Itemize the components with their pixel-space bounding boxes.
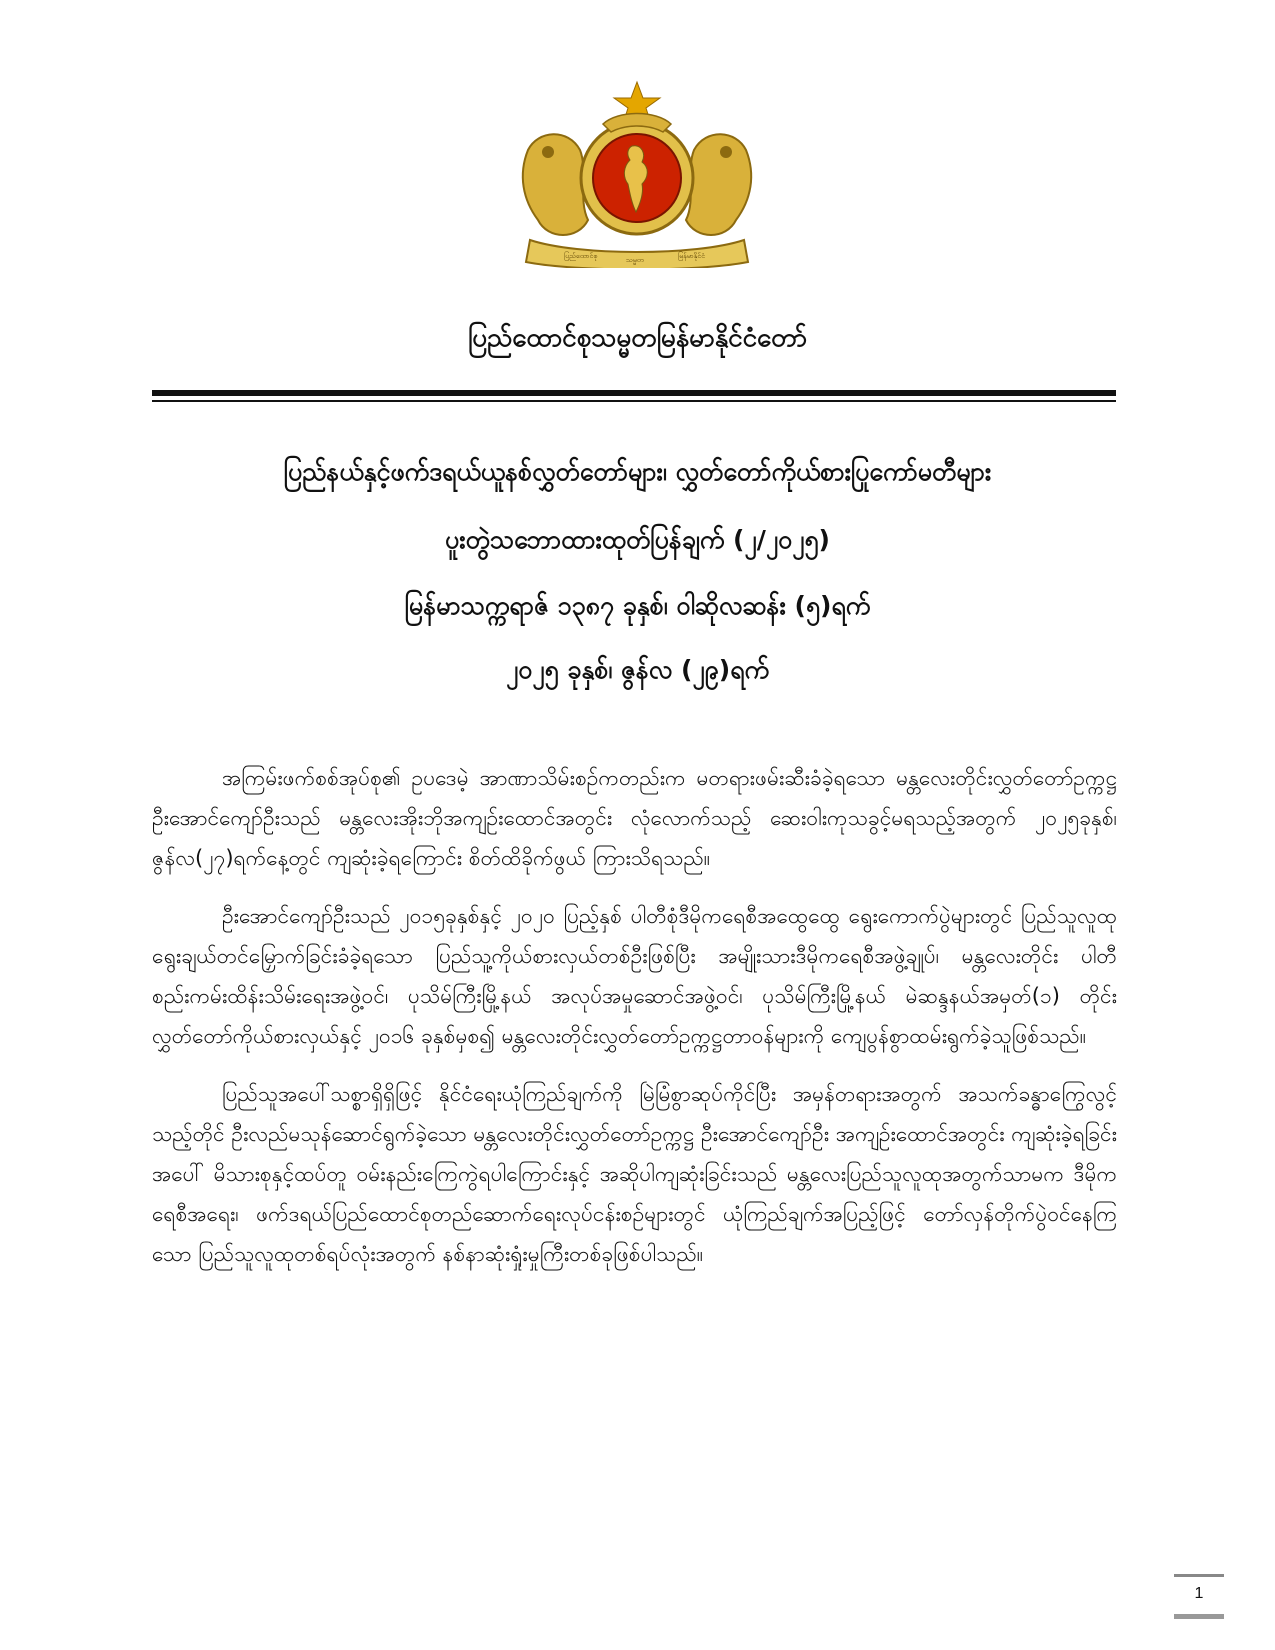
statement-date-gregorian: ၂၀၂၅ ခုနှစ်၊ ဇွန်လ (၂၉)ရက် xyxy=(505,655,770,684)
header-divider-thin xyxy=(152,400,1116,402)
svg-text:မြန်မာနိုင်ငံ: မြန်မာနိုင်ငံ xyxy=(678,252,706,260)
body-paragraph: အကြမ်းဖက်စစ်အုပ်စု၏ ဥပဒေမဲ့ အာဏာသိမ်းစဉ်ကတည်းက မတရားဖမ်းဆီးခံခဲ့ရသော မန္တလေးတိုင်းလွှတ်တော်ဥက္ကဋ္ဌ ဦးအောင်ကျော်ဦးသည် မန္တလေးအိုးဘိုအကျဉ်းထောင်အတွင်း လုံလောက်သည့် ဆေးဝါးကုသခွင့်မရသည့်အတွက် ၂၀၂၅ခုနှစ်၊ ဇွန်လ(၂၇)ရက်နေ့တွင် ကျဆုံးခဲ့ရကြောင်း စိတ်ထိခိုက်ဖွယ် ကြားသိရသည်။ xyxy=(152,766,1117,870)
body-paragraph: ပြည်သူအပေါ်သစ္စာရှိရှိဖြင့် နိုင်ငံရေးယုံကြည်ချက်ကို မြဲမြံစွာဆုပ်ကိုင်ပြီး အမှန်တရားအတွက် အသက်ခန္ဓာကြွေလွင့်သည့်တိုင် ဦးလည်မသုန်ဆောင်ရွက်ခဲ့သော မန္တလေးတိုင်းလွှတ်တော်ဥက္ကဋ္ဌ ဦးအောင်ကျော်ဦး အကျဉ်းထောင်အတွင်း ကျဆုံးခဲ့ရခြင်းအပေါ် မိသားစုနှင့်ထပ်တူ ဝမ်းနည်းကြေကွဲရပါကြောင်းနှင့် အဆိုပါကျဆုံးခြင်းသည် မန္တလေးပြည်သူလူထုအတွက်သာမက ဒီမိုကရေစီအရေး၊ ဖက်ဒရယ်ပြည်ထောင်စုတည်ဆောက်ရေးလုပ်ငန်းစဉ်များတွင် ယုံကြည်ချက်အပြည့်ဖြင့် တော်လှန်တိုက်ပွဲဝင်နေကြသော ပြည်သူလူထုတစ်ရပ်လုံးအတွက် နစ်နာဆုံးရှုံးမှုကြီးတစ်ခုဖြစ်ပါသည်။ xyxy=(152,1082,1117,1266)
statement-body xyxy=(152,758,1117,1292)
page-number-rule xyxy=(1174,1614,1224,1619)
state-emblem-icon xyxy=(518,80,756,268)
statement-date-myanmar: မြန်မာသက္ကရာဇ် ၁၃၈၇ ခုနှစ်၊ ဝါဆိုလဆန်း (၅)ရက် xyxy=(404,591,871,620)
header-divider-thick xyxy=(152,390,1116,396)
statement-title-line1: ပြည်နယ်နှင့်ဖက်ဒရယ်ယူနစ်လွှတ်တော်များ၊ လွှတ်တော်ကိုယ်စားပြုကော်မတီများ xyxy=(283,457,992,486)
country-name: ပြည်ထောင်စုသမ္မတမြန်မာနိုင်ငံတော် xyxy=(467,323,808,353)
page-number: 1 xyxy=(1194,1585,1204,1602)
svg-text:သမ္မတ: သမ္မတ xyxy=(626,256,644,264)
statement-title-line2: ပူးတွဲသဘောထားထုတ်ပြန်ချက် (၂/၂၀၂၅) xyxy=(445,525,830,554)
svg-text:ပြည်ထောင်စု: ပြည်ထောင်စု xyxy=(564,252,598,260)
body-paragraph: ဦးအောင်ကျော်ဦးသည် ၂၀၁၅ခုနှစ်နှင့် ၂၀၂၀ ပြည့်နှစ် ပါတီစုံဒီမိုကရေစီအထွေထွေ ရွေးကောက်ပွဲများတွင် ပြည်သူလူထု ရွေးချယ်တင်မြှောက်ခြင်းခံခဲ့ရသော ပြည်သူ့ကိုယ်စားလှယ်တစ်ဦးဖြစ်ပြီး အမျိုးသားဒီမိုကရေစီအဖွဲ့ချုပ်၊ မန္တလေးတိုင်း ပါတီစည်းကမ်းထိန်းသိမ်းရေးအဖွဲ့ဝင်၊ ပုသိမ်ကြီးမြို့နယ် အလုပ်အမှုဆောင်အဖွဲ့ဝင်၊ ပုသိမ်ကြီးမြို့နယ် မဲဆန္ဒနယ်အမှတ်(၁) တိုင်းလွှတ်တော်ကိုယ်စားလှယ်နှင့် ၂၀၁၆ ခုနှစ်မှစ၍ မန္တလေးတိုင်းလွှတ်တော်ဥက္ကဋ္ဌတာဝန်များကို ကျေပွန်စွာထမ်းရွက်ခဲ့သူဖြစ်သည်။ xyxy=(152,904,1117,1048)
page-number-box xyxy=(1174,1574,1224,1618)
page-number-rule xyxy=(1174,1574,1224,1577)
state-emblem xyxy=(518,80,756,268)
